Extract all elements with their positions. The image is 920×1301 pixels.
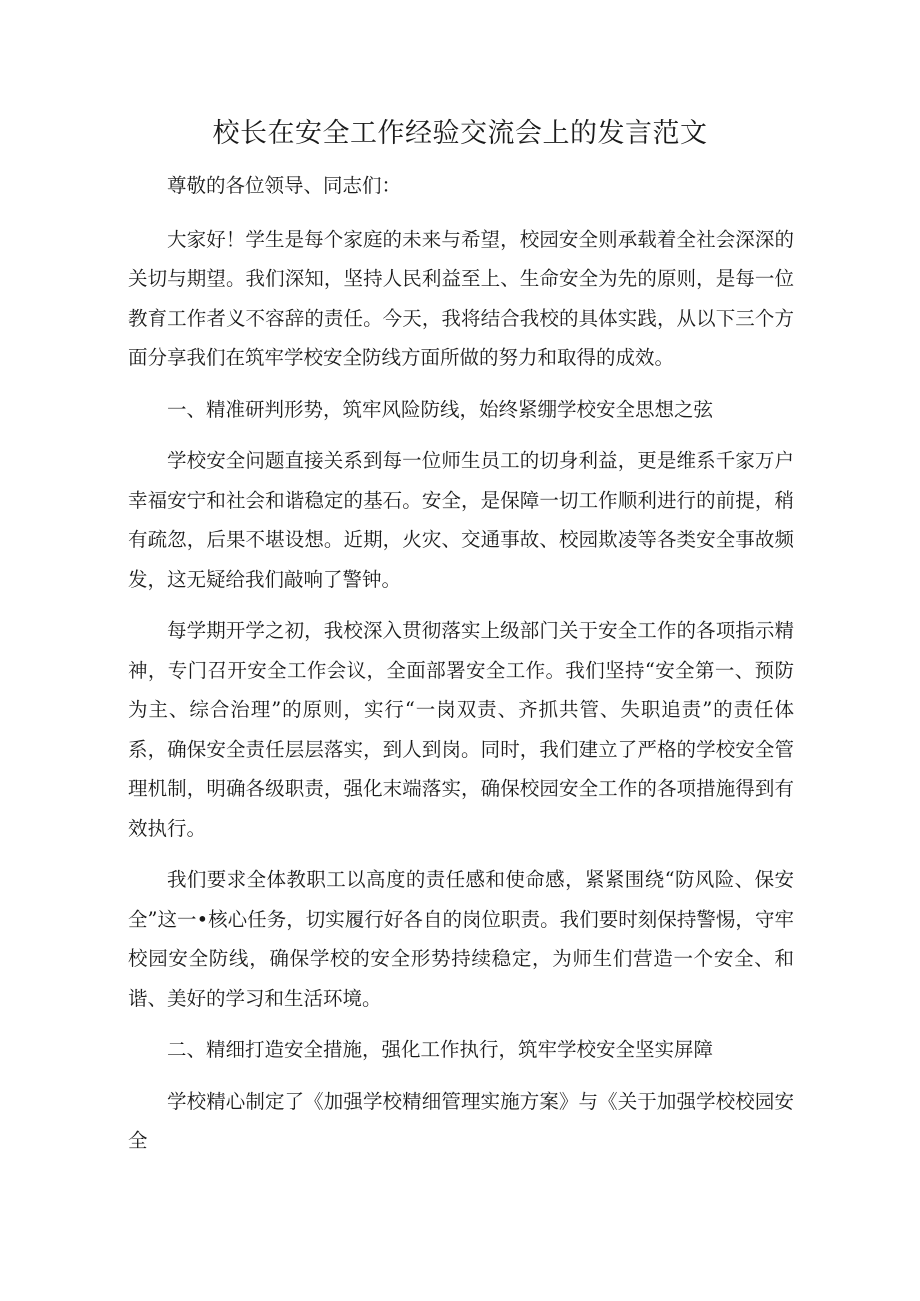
document-body [128, 166, 794, 1173]
paragraph-plans: 学校精心制定了《加强学校精细管理实施方案》与《关于加强学校校园安全 [128, 1089, 794, 1152]
paragraph-importance: 学校安全问题直接关系到每一位师生员工的切身利益，更是维系千家万户幸福安宁和社会和谐稳定的基石。安全，是保障一切工作顺利进行的前提，稍有疏忽，后果不堪设想。近期，火灾、交通事故、校园欺凌等各类安全事故频发，这无疑给我们敲响了警钟。 [128, 449, 794, 591]
paragraph-responsibility: 每学期开学之初，我校深入贯彻落实上级部门关于安全工作的各项指示精神，专门召开安全工作会议，全面部署安全工作。我们坚持“安全第一、预防为主、综合治理”的原则，实行“一岗双责、齐抓共管、失职追责”的责任体系，确保安全责任层层落实，到人到岗。同时，我们建立了严格的学校安全管理机制，明确各级职责，强化末端落实，确保校园安全工作的各项措施得到有效执行。 [128, 619, 794, 840]
section-heading-2: 二、精细打造安全措施，强化工作执行，筑牢学校安全坚实屏障 [167, 1038, 714, 1061]
section-heading-1: 一、精准研判形势，筑牢风险防线，始终紧绷学校安全思想之弦 [167, 397, 714, 421]
document-title: 校长在安全工作经验交流会上的发言范文 [212, 118, 708, 149]
paragraph-requirements: 我们要求全体教职工以高度的责任感和使命感，紧紧围绕“防风险、保安全”这一•核心任务，切实履行好各自的岗位职责。我们要时刻保持警惕，守牢校园安全防线，确保学校的安全形势持续稳定，为师生们营造一个安全、和谐、美好的学习和生活环境。 [128, 868, 794, 1010]
salutation: 尊敬的各位领导、同志们： [167, 174, 402, 197]
paragraph-greeting: 大家好！学生是每个家庭的未来与希望，校园安全则承载着全社会深深的关切与期望。我们深知，坚持人民利益至上、生命安全为先的原则，是每一位教育工作者义不容辞的责任。今天，我将结合我校的具体实践，从以下三个方面分享我们在筑牢学校安全防线方面所做的努力和取得的成效。 [128, 227, 794, 369]
